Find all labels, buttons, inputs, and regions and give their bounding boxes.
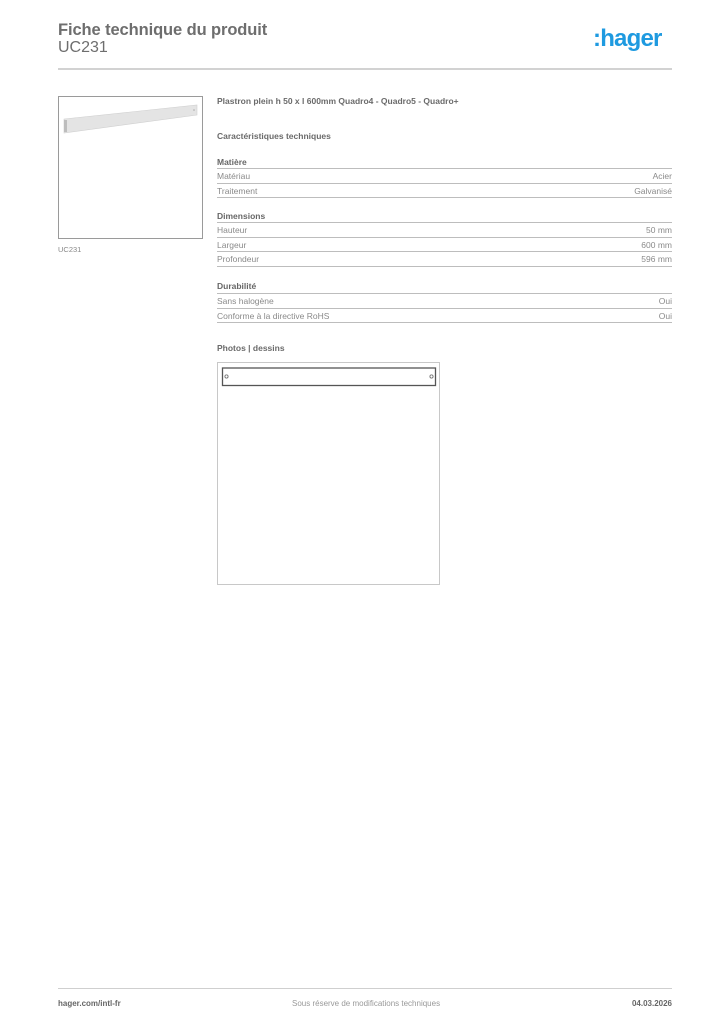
thumbnail-caption: UC231 (58, 245, 82, 254)
spec-row (217, 252, 672, 267)
group-title: Dimensions (217, 210, 672, 223)
section-title-specs: Caractéristiques techniques (217, 131, 331, 141)
spec-group-dimensions (217, 210, 672, 267)
spec-row (217, 238, 672, 253)
spec-group-matiere (217, 156, 672, 198)
spec-value: Acier (652, 171, 672, 181)
spec-label: Largeur (217, 239, 247, 250)
spec-value: Galvanisé (634, 185, 672, 196)
group-title: Matière (217, 156, 672, 169)
technical-drawing-icon (218, 363, 439, 584)
spec-label: Conforme à la directive RoHS (217, 310, 330, 321)
technical-drawing (217, 362, 440, 585)
product-thumbnail (58, 96, 203, 239)
spec-row (217, 169, 672, 184)
header-divider (58, 68, 672, 70)
footer-divider (58, 988, 672, 989)
spec-row (217, 294, 672, 309)
spec-label: Sans halogène (217, 296, 274, 306)
spec-label: Matériau (217, 171, 251, 181)
spec-row (217, 223, 672, 238)
product-title: Plastron plein h 50 x l 600mm Quadro4 - Quadro5 - Quadro+ (217, 96, 459, 106)
product-panel-image-icon (59, 97, 202, 238)
group-title: Durabilité (217, 279, 672, 294)
spec-value: 50 mm (646, 225, 672, 235)
footer-website: hager.com/intl-fr (58, 999, 121, 1008)
product-code: UC231 (58, 39, 108, 56)
spec-value: 600 mm (641, 239, 672, 250)
spec-group-durabilite (217, 279, 672, 323)
footer-disclaimer: Sous réserve de modifications techniques (292, 999, 441, 1008)
spec-value: Oui (658, 310, 672, 321)
hager-logo: :hager (593, 25, 662, 52)
footer-date: 04.03.2026 (631, 999, 672, 1008)
spec-row (217, 309, 672, 324)
spec-value: 596 mm (641, 254, 672, 264)
section-title-photos: Photos | dessins (217, 343, 285, 353)
spec-label: Traitement (217, 185, 258, 196)
spec-value: Oui (658, 296, 672, 306)
spec-row (217, 184, 672, 199)
spec-label: Hauteur (217, 225, 248, 235)
page-title: Fiche technique du produit (58, 21, 268, 39)
spec-label: Profondeur (217, 254, 260, 264)
